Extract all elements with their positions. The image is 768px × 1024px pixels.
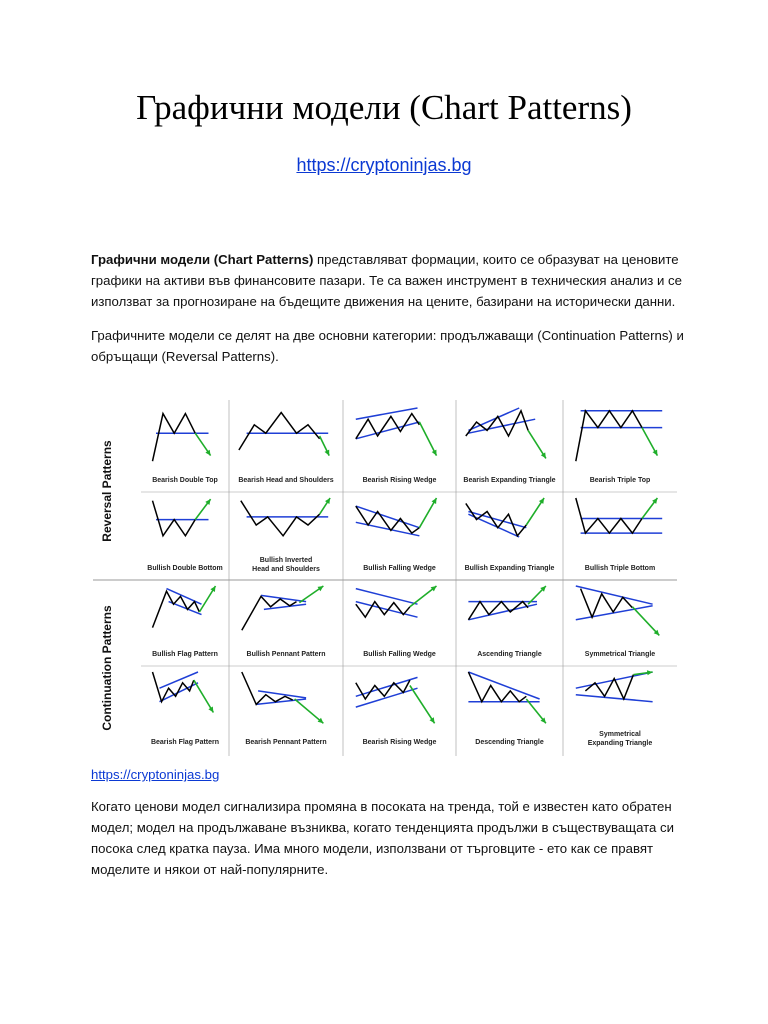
bottom-link-anchor[interactable]: https://cryptoninjas.bg [91, 767, 220, 782]
trendline [576, 606, 653, 620]
pattern-label: Bearish Rising Wedge [362, 477, 437, 484]
trendline [356, 589, 418, 605]
pattern-label: Bearish Flag Pattern [150, 739, 220, 746]
document-title: Графични модели (Chart Patterns) [136, 88, 632, 127]
trendline [468, 408, 519, 430]
pattern-label: Bullish Flag Pattern [152, 651, 218, 658]
top-link[interactable] [0, 153, 768, 177]
breakout-arrow [295, 699, 324, 723]
closing-paragraph: Когато ценови модел сигнализира промяна в посоката на тренда, той е известен като обратен модел; модел на продължаване възниква, когато тенденцията продължи в съществуващата си посока след кратка пауза. Има много модели, използвани от търговците - ето как се правят моделите и някои от най-популярните. [91, 799, 674, 877]
pattern-label: Bullish Falling Wedge [363, 565, 436, 572]
price-path [576, 411, 642, 461]
pattern-label: Head and Shoulders [252, 566, 320, 573]
bottom-link[interactable] [91, 765, 219, 785]
categories-paragraph: Графичните модели се делят на две основни категории: продължаващи (Continuation Patterns) и обръщащи (Reversal Patterns). [91, 328, 684, 364]
price-path [153, 591, 200, 627]
price-path [239, 413, 320, 451]
pattern-label: Bearish Pennant Pattern [245, 739, 327, 746]
intro-bold: Графични модели (Chart Patterns) [91, 252, 314, 267]
pattern-label: Bullish Inverted [259, 557, 313, 564]
pattern-label: Bearish Triple Top [589, 477, 651, 484]
pattern-label: Bearish Double Top [152, 477, 218, 484]
pattern-label: Bullish Falling Wedge [363, 651, 436, 658]
chart-patterns-svg [93, 400, 677, 756]
price-path [585, 675, 633, 699]
chart-patterns-figure [93, 400, 677, 756]
trendline [576, 586, 653, 604]
price-path [468, 672, 526, 702]
pattern-label: Bullish Pennant Pattern [246, 651, 326, 658]
pattern-label: Bullish Double Bottom [147, 565, 223, 572]
pattern-label: Symmetrical [599, 731, 641, 738]
trendline [356, 408, 418, 419]
top-link-anchor[interactable]: https://cryptoninjas.bg [296, 155, 472, 175]
price-path [576, 498, 642, 533]
breakout-arrow [194, 680, 214, 712]
intro-paragraph [91, 249, 691, 312]
pattern-label: Symmetrical Triangle [584, 651, 656, 658]
pattern-label: Descending Triangle [475, 739, 544, 746]
price-path [241, 501, 320, 536]
intro-text: представляват формации, които се образуват на ценовите графики на активи във финансовите пазари. Те са важен инструмент в техническия анализ и се използват за прогнозиране на бъдещите движения на цените, базирани на исторически данни. [91, 252, 682, 309]
breakout-arrow [410, 686, 435, 724]
pattern-label: Ascending Triangle [477, 651, 542, 658]
pattern-label: Bullish Expanding Triangle [464, 565, 555, 572]
trendline [576, 695, 653, 702]
section-label-continuation: Continuation Patterns [100, 605, 114, 731]
pattern-label: Expanding Triangle [587, 740, 653, 747]
pattern-label: Bearish Rising Wedge [362, 739, 437, 746]
pattern-label: Bearish Head and Shoulders [238, 477, 334, 484]
price-path [153, 414, 196, 462]
price-path [153, 501, 196, 536]
pattern-label: Bearish Expanding Triangle [463, 477, 556, 484]
breakout-arrow [419, 422, 436, 456]
price-path [242, 596, 297, 630]
price-path [242, 672, 293, 704]
breakout-arrow [632, 607, 659, 636]
section-label-reversal: Reversal Patterns [100, 440, 114, 542]
pattern-label: Bullish Triple Bottom [584, 565, 656, 572]
